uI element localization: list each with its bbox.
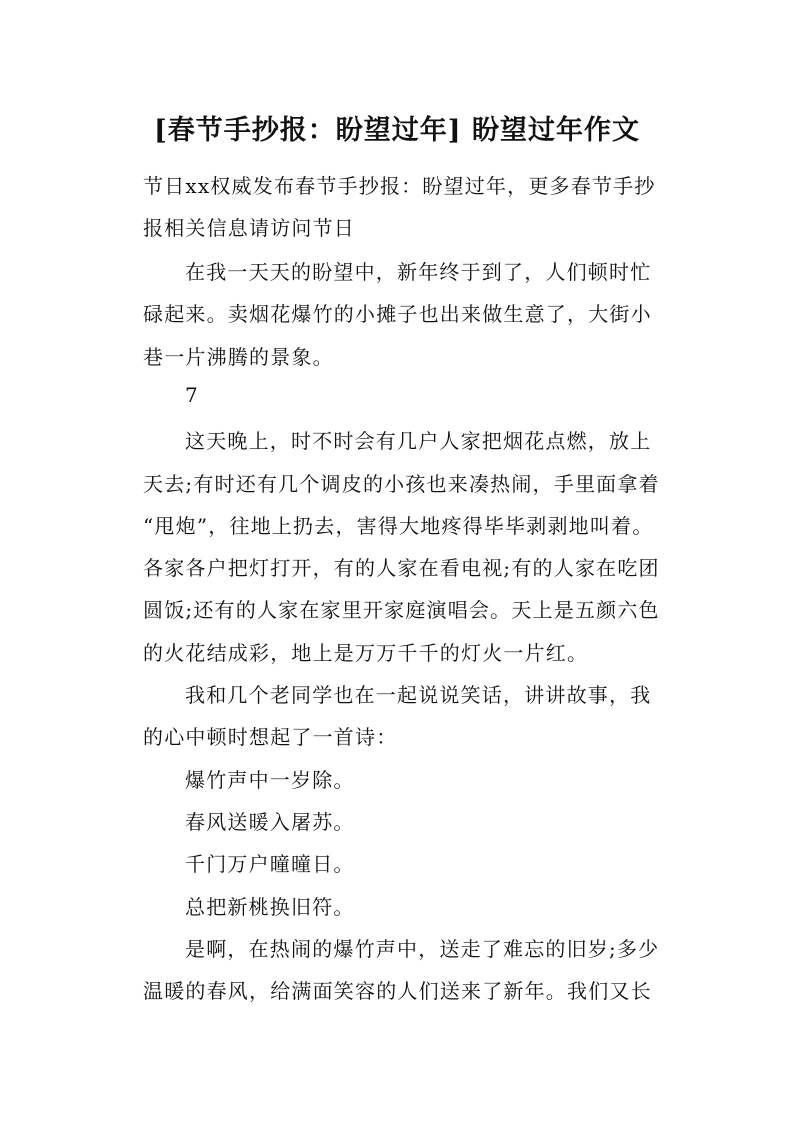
- paragraph-line: 天去;有时还有几个调皮的小孩也来凑热闹，手里面拿着: [143, 472, 660, 496]
- paragraph-line: 在我一天天的盼望中，新年终于到了，人们顿时忙: [185, 260, 652, 284]
- paragraph-line: 各家各户把灯打开，有的人家在看电视;有的人家在吃团: [143, 556, 660, 580]
- poem-line: 千门万户曈曈日。: [185, 852, 355, 876]
- paragraph-line: 这天晚上，时不时会有几户人家把烟花点燃，放上: [185, 429, 652, 453]
- paragraph-line: 圆饭;还有的人家在家里开家庭演唱会。天上是五颜六色: [143, 598, 660, 622]
- intro-line-1: 节日xx权威发布春节手抄报：盼望过年，更多春节手抄: [143, 174, 656, 198]
- intro-line-2: 报相关信息请访问节日: [143, 216, 355, 240]
- paragraph-line: 是啊，在热闹的爆竹声中，送走了难忘的旧岁;多少: [185, 937, 660, 961]
- paragraph-line: 我和几个老同学也在一起说说笑话，讲讲故事，我: [185, 683, 652, 707]
- paragraph-line: 碌起来。卖烟花爆竹的小摊子也出来做生意了，大街小: [143, 302, 652, 326]
- paragraph-line: 的火花结成彩，地上是万万千千的灯火一片红。: [143, 641, 589, 665]
- paragraph-line: 温暖的春风，给满面笑容的人们送来了新年。我们又长: [143, 979, 652, 1003]
- paragraph-line: 的心中顿时想起了一首诗：: [143, 725, 398, 749]
- poem-line: 总把新桃换旧符。: [185, 895, 355, 919]
- poem-line: 爆竹声中一岁除。: [185, 768, 355, 792]
- poem-line: 春风送暖入屠苏。: [185, 810, 355, 834]
- document-title: [春节手抄报：盼望过年] 盼望过年作文: [154, 115, 640, 146]
- paragraph-line: 巷一片沸腾的景象。: [143, 345, 334, 369]
- page-number-text: 7: [185, 383, 199, 407]
- paragraph-line: “甩炮”，往地上扔去，害得大地疼得毕毕剥剥地叫着。: [143, 514, 654, 538]
